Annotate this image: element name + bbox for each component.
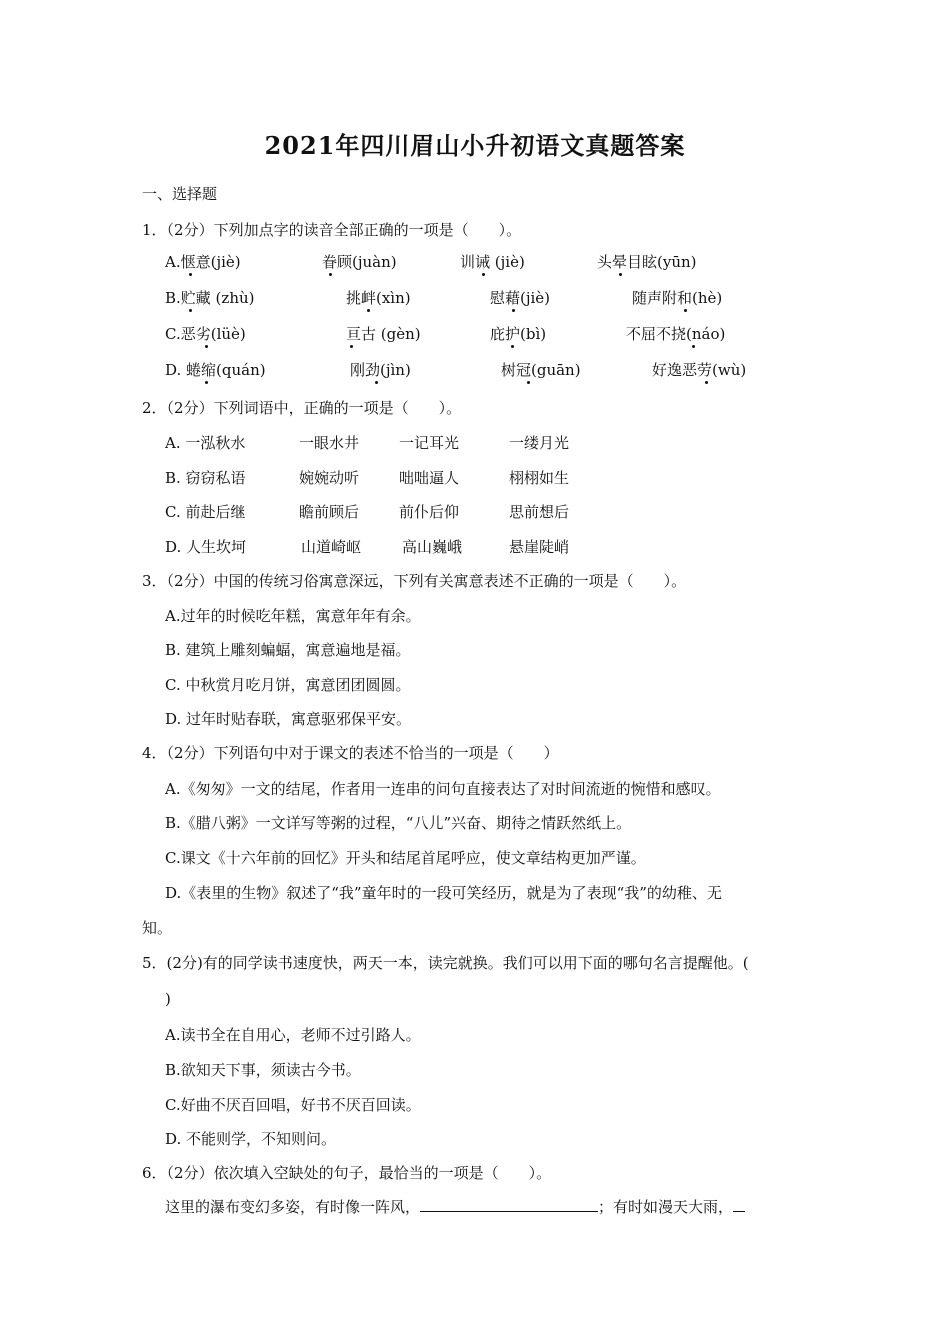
question-3-stem: 3．（2分）中国的传统习俗寓意深远，下列有关寓意表述不正确的一项是（ ）。 <box>142 572 687 590</box>
emphasis-dot <box>367 309 370 312</box>
q2-option-d-3: 高山巍峨 <box>402 538 463 556</box>
emphasis-dot <box>329 273 332 276</box>
q2-option-b-4: 栩栩如生 <box>509 469 570 487</box>
emphasis-dot <box>619 273 622 276</box>
q2-option-a-4: 一缕月光 <box>509 434 570 452</box>
q2-option-d-1: D. 人生坎坷 <box>165 538 247 556</box>
q4-option-b: B.《腊八粥》一文详写等粥的过程，“八儿”兴奋、期待之情跃然纸上。 <box>165 814 632 832</box>
emphasis-dot <box>692 345 695 348</box>
emphasis-dot <box>705 381 708 384</box>
q5-option-d: D. 不能则学，不知则问。 <box>165 1130 337 1148</box>
q1-option-a-3: 训诫 (jiè) <box>460 253 525 271</box>
q2-option-b-3: 咄咄逼人 <box>399 469 460 487</box>
emphasis-dot <box>684 309 687 312</box>
emphasis-dot <box>350 345 353 348</box>
emphasis-dot <box>205 345 208 348</box>
q1-option-c-3: 庇护(bì) <box>490 325 547 343</box>
page-title: 2021年四川眉山小升初语文真题答案 <box>264 131 686 160</box>
q2-option-c-2: 瞻前顾后 <box>299 503 360 521</box>
q6-passage-part-a: 这里的瀑布变幻多姿，有时像一阵风， <box>165 1198 421 1216</box>
q4-option-a: A.《匆匆》一文的结尾，作者用一连串的问句直接表达了对时间流逝的惋惜和感叹。 <box>165 780 721 798</box>
fill-blank[interactable] <box>420 1197 598 1212</box>
emphasis-dot <box>375 381 378 384</box>
emphasis-dot <box>512 309 515 312</box>
question-5-stem: 5．(2分)有的同学读书速度快，两天一本，读完就换。我们可以用下面的哪句名言提醒他。( <box>142 954 749 972</box>
q2-option-b-2: 婉婉动听 <box>299 469 360 487</box>
q2-option-a-1: A. 一泓秋水 <box>165 434 246 452</box>
emphasis-dot <box>189 309 192 312</box>
emphasis-dot <box>189 273 192 276</box>
q1-option-d-1: D. 蜷缩(quán) <box>165 361 266 379</box>
q6-passage <box>165 1197 745 1217</box>
q5-option-a: A.读书全在自用心，老师不过引路人。 <box>165 1026 421 1044</box>
q2-option-b-1: B. 窃窃私语 <box>165 469 246 487</box>
q5-option-b: B.欲知天下事，须读古今书。 <box>165 1061 361 1079</box>
q1-option-a-1: A.惬意(jiè) <box>165 253 241 271</box>
section-heading: 一、选择题 <box>142 185 218 203</box>
q6-passage-part-b: ；有时如漫天大雨， <box>598 1198 734 1216</box>
q1-option-b-3: 慰藉(jiè) <box>490 289 551 307</box>
q2-option-c-1: C. 前赴后继 <box>165 503 246 521</box>
q2-option-d-4: 悬崖陡峭 <box>509 538 570 556</box>
emphasis-dot <box>482 273 485 276</box>
q2-option-c-4: 思前想后 <box>509 503 570 521</box>
q2-option-c-3: 前仆后仰 <box>399 503 460 521</box>
q2-option-a-3: 一记耳光 <box>399 434 460 452</box>
q4-option-d: D.《表里的生物》叙述了“我”童年时的一段可笑经历，就是为了表现“我”的幼稚、无 <box>165 884 722 902</box>
question-5-stem-cont: ) <box>165 990 171 1008</box>
question-6-stem: 6．（2分）依次填入空缺处的句子，最恰当的一项是（ ）。 <box>142 1164 552 1182</box>
q1-option-c-1: C.恶劣(lüè) <box>165 325 246 343</box>
fill-blank[interactable] <box>733 1197 745 1212</box>
q3-option-d: D. 过年时贴春联，寓意驱邪保平安。 <box>165 710 412 728</box>
q1-option-d-4: 好逸恶劳(wù) <box>652 361 747 379</box>
q4-option-d-cont: 知。 <box>142 919 173 937</box>
q1-option-b-2: 挑衅(xìn) <box>346 289 411 307</box>
q1-option-b-1: B.贮藏 (zhù) <box>165 289 255 307</box>
question-1-stem: 1．（2分）下列加点字的读音全部正确的一项是（ ）。 <box>142 221 522 239</box>
q1-option-b-4: 随声附和(hè) <box>632 289 723 307</box>
q3-option-a: A.过年的时候吃年糕，寓意年年有余。 <box>165 607 421 625</box>
q1-option-a-2: 眷顾(juàn) <box>322 253 397 271</box>
q2-option-a-2: 一眼水井 <box>299 434 360 452</box>
q3-option-b: B. 建筑上雕刻蝙蝠，寓意遍地是福。 <box>165 641 411 659</box>
q1-option-c-2: 亘古 (gèn) <box>346 325 421 343</box>
q1-option-d-3: 树冠(guān) <box>501 361 581 379</box>
emphasis-dot <box>511 345 514 348</box>
q4-option-c: C.课文《十六年前的回忆》开头和结尾首尾呼应，使文章结构更加严谨。 <box>165 849 646 867</box>
question-2-stem: 2．（2分）下列词语中，正确的一项是（ ）。 <box>142 399 462 417</box>
question-4-stem: 4．（2分）下列语句中对于课文的表述不恰当的一项是（ ） <box>142 744 559 762</box>
emphasis-dot <box>205 381 208 384</box>
q2-option-d-2: 山道崎岖 <box>301 538 362 556</box>
q1-option-c-4: 不屈不挠(náo) <box>626 325 726 343</box>
q1-option-a-4: 头晕目眩(yūn) <box>597 253 697 271</box>
q3-option-c: C. 中秋赏月吃月饼，寓意团团圆圆。 <box>165 676 411 694</box>
emphasis-dot <box>527 381 530 384</box>
q5-option-c: C.好曲不厌百回唱，好书不厌百回读。 <box>165 1096 421 1114</box>
q1-option-d-2: 刚劲(jìn) <box>350 361 411 379</box>
